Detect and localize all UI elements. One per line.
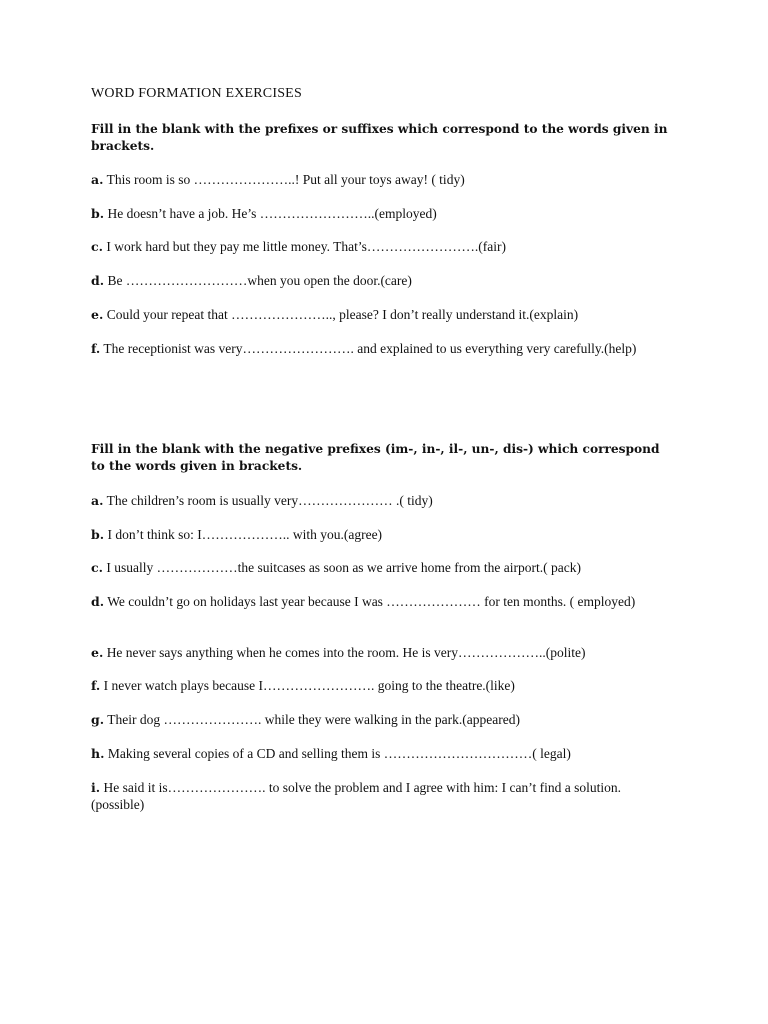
item-letter: e. [91,307,104,322]
exercise-item [91,306,671,323]
exercise-item [91,238,671,255]
item-text: He doesn’t have a job. He’s ……………………..(employed) [104,206,437,221]
item-letter: a. [91,172,104,187]
item-text: Their dog …………………. while they were walking in the park.(appeared) [104,712,520,727]
exercise-item [91,745,671,762]
item-letter: b. [91,527,105,542]
exercise-item [91,711,671,728]
item-text: The receptionist was very……………………. and explained to us everything very carefully.(help) [100,341,637,356]
item-letter: f. [91,341,101,356]
item-text: Be ………………………when you open the door.(care) [104,273,412,288]
exercise-item [91,205,671,222]
exercise-item [91,272,671,289]
page-title: WORD FORMATION EXERCISES [91,86,302,101]
item-letter: d. [91,273,105,288]
item-letter: c. [91,560,103,575]
item-text: I work hard but they pay me little money. That’s…………………….(fair) [102,239,507,254]
exercise-item [91,526,671,543]
item-letter: g. [91,712,105,727]
item-text: The children’s room is usually very………………… .( tidy) [103,493,433,508]
item-text: He said it is…………………. to solve the problem and I agree with him: I can’t find a solution.(possible) [91,780,622,812]
item-letter: c. [91,239,103,254]
item-text: I usually ………………the suitcases as soon as we arrive home from the airport.( pack) [102,560,581,575]
exercise-item [91,779,671,813]
section-1-instruction: Fill in the blank with the prefixes or suffixes which correspond to the words given in brackets. [91,122,668,153]
exercise-item [91,340,671,357]
item-text: He never says anything when he comes into the room. He is very………………..(polite) [103,645,586,660]
item-letter: a. [91,493,104,508]
item-letter: d. [91,594,105,609]
item-letter: b. [91,206,105,221]
exercise-item [91,559,671,576]
exercise-item [91,492,671,509]
exercise-item [91,171,671,188]
item-text: Could your repeat that ………………….., please? I don’t really understand it.(explain) [103,307,579,322]
item-text: I never watch plays because I……………………. going to the theatre.(like) [100,678,515,693]
item-letter: i. [91,780,101,795]
exercise-item [91,677,671,694]
item-letter: e. [91,645,104,660]
item-letter: f. [91,678,101,693]
item-letter: h. [91,746,105,761]
item-text: This room is so …………………..! Put all your toys away! ( tidy) [103,172,465,187]
item-text: I don’t think so: I……………….. with you.(agree) [104,527,383,542]
section-2-instruction: Fill in the blank with the negative prefixes (im-, in-, il-, un-, dis-) which correspond to the words given in brackets. [91,442,660,473]
exercise-item [91,644,671,661]
exercise-item [91,593,671,610]
item-text: Making several copies of a CD and selling them is ……………………………( legal) [104,746,571,761]
item-text: We couldn’t go on holidays last year because I was ………………… for ten months. ( employed) [104,594,636,609]
